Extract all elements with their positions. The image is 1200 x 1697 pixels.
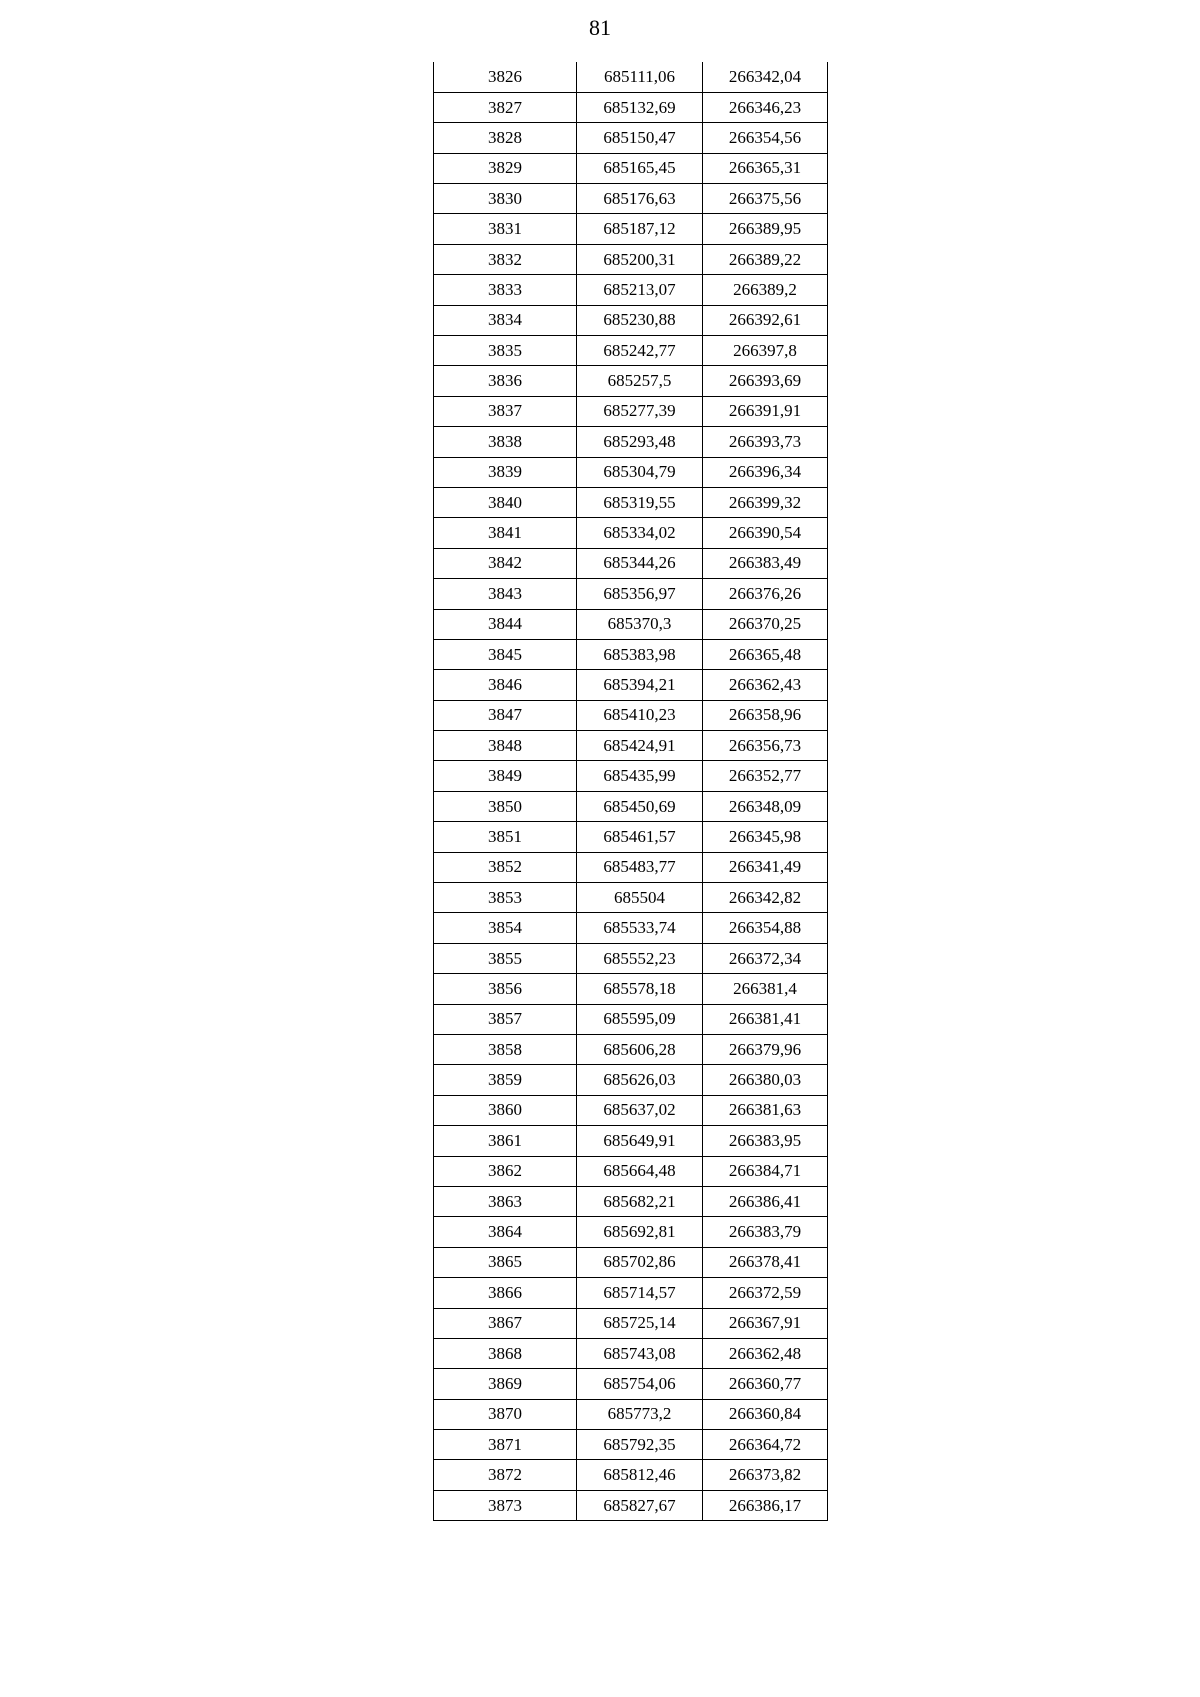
- y-coordinate-cell: 266391,91: [703, 396, 828, 426]
- y-coordinate-cell: 266360,77: [703, 1369, 828, 1399]
- table-row: [434, 700, 828, 730]
- x-coordinate-cell: 685257,5: [577, 366, 703, 396]
- point-number-cell: 3855: [434, 943, 577, 973]
- table-row: [434, 1430, 828, 1460]
- x-coordinate-cell: 685773,2: [577, 1399, 703, 1429]
- table-row: [434, 1369, 828, 1399]
- table-row: [434, 153, 828, 183]
- y-coordinate-cell: 266390,54: [703, 518, 828, 548]
- table-row: [434, 913, 828, 943]
- x-coordinate-cell: 685213,07: [577, 275, 703, 305]
- table-row: [434, 548, 828, 578]
- table-row: [434, 487, 828, 517]
- y-coordinate-cell: 266379,96: [703, 1035, 828, 1065]
- point-number-cell: 3840: [434, 487, 577, 517]
- x-coordinate-cell: 685637,02: [577, 1095, 703, 1125]
- table-row: [434, 731, 828, 761]
- point-number-cell: 3839: [434, 457, 577, 487]
- table-row: [434, 427, 828, 457]
- point-number-cell: 3866: [434, 1278, 577, 1308]
- y-coordinate-cell: 266383,95: [703, 1126, 828, 1156]
- point-number-cell: 3863: [434, 1186, 577, 1216]
- point-number-cell: 3832: [434, 244, 577, 274]
- y-coordinate-cell: 266378,41: [703, 1247, 828, 1277]
- point-number-cell: 3849: [434, 761, 577, 791]
- table-row: [434, 214, 828, 244]
- y-coordinate-cell: 266389,95: [703, 214, 828, 244]
- x-coordinate-cell: 685754,06: [577, 1369, 703, 1399]
- y-coordinate-cell: 266352,77: [703, 761, 828, 791]
- table-row: [434, 791, 828, 821]
- y-coordinate-cell: 266346,23: [703, 92, 828, 122]
- point-number-cell: 3845: [434, 639, 577, 669]
- y-coordinate-cell: 266386,17: [703, 1490, 828, 1520]
- x-coordinate-cell: 685450,69: [577, 791, 703, 821]
- y-coordinate-cell: 266376,26: [703, 579, 828, 609]
- point-number-cell: 3830: [434, 184, 577, 214]
- table-row: [434, 62, 828, 92]
- x-coordinate-cell: 685370,3: [577, 609, 703, 639]
- x-coordinate-cell: 685176,63: [577, 184, 703, 214]
- table-row: [434, 1065, 828, 1095]
- coordinates-table: [433, 62, 828, 1521]
- x-coordinate-cell: 685504: [577, 883, 703, 913]
- table-row: [434, 92, 828, 122]
- x-coordinate-cell: 685714,57: [577, 1278, 703, 1308]
- x-coordinate-cell: 685319,55: [577, 487, 703, 517]
- x-coordinate-cell: 685595,09: [577, 1004, 703, 1034]
- x-coordinate-cell: 685293,48: [577, 427, 703, 457]
- y-coordinate-cell: 266399,32: [703, 487, 828, 517]
- x-coordinate-cell: 685394,21: [577, 670, 703, 700]
- x-coordinate-cell: 685356,97: [577, 579, 703, 609]
- y-coordinate-cell: 266362,43: [703, 670, 828, 700]
- point-number-cell: 3838: [434, 427, 577, 457]
- table-row: [434, 1186, 828, 1216]
- y-coordinate-cell: 266365,48: [703, 639, 828, 669]
- table-row: [434, 761, 828, 791]
- y-coordinate-cell: 266364,72: [703, 1430, 828, 1460]
- x-coordinate-cell: 685702,86: [577, 1247, 703, 1277]
- table-row: [434, 822, 828, 852]
- y-coordinate-cell: 266370,25: [703, 609, 828, 639]
- y-coordinate-cell: 266362,48: [703, 1338, 828, 1368]
- point-number-cell: 3856: [434, 974, 577, 1004]
- table-row: [434, 123, 828, 153]
- point-number-cell: 3864: [434, 1217, 577, 1247]
- point-number-cell: 3835: [434, 336, 577, 366]
- x-coordinate-cell: 685187,12: [577, 214, 703, 244]
- y-coordinate-cell: 266381,63: [703, 1095, 828, 1125]
- point-number-cell: 3873: [434, 1490, 577, 1520]
- point-number-cell: 3860: [434, 1095, 577, 1125]
- x-coordinate-cell: 685150,47: [577, 123, 703, 153]
- x-coordinate-cell: 685692,81: [577, 1217, 703, 1247]
- point-number-cell: 3834: [434, 305, 577, 335]
- x-coordinate-cell: 685200,31: [577, 244, 703, 274]
- table-row: [434, 518, 828, 548]
- y-coordinate-cell: 266373,82: [703, 1460, 828, 1490]
- y-coordinate-cell: 266396,34: [703, 457, 828, 487]
- table-row: [434, 609, 828, 639]
- point-number-cell: 3826: [434, 62, 577, 92]
- point-number-cell: 3831: [434, 214, 577, 244]
- point-number-cell: 3846: [434, 670, 577, 700]
- table-row: [434, 396, 828, 426]
- point-number-cell: 3858: [434, 1035, 577, 1065]
- y-coordinate-cell: 266360,84: [703, 1399, 828, 1429]
- y-coordinate-cell: 266381,41: [703, 1004, 828, 1034]
- table-row: [434, 639, 828, 669]
- point-number-cell: 3833: [434, 275, 577, 305]
- table-row: [434, 943, 828, 973]
- x-coordinate-cell: 685649,91: [577, 1126, 703, 1156]
- table-row: [434, 974, 828, 1004]
- point-number-cell: 3871: [434, 1430, 577, 1460]
- y-coordinate-cell: 266372,59: [703, 1278, 828, 1308]
- point-number-cell: 3867: [434, 1308, 577, 1338]
- y-coordinate-cell: 266383,49: [703, 548, 828, 578]
- y-coordinate-cell: 266384,71: [703, 1156, 828, 1186]
- point-number-cell: 3847: [434, 700, 577, 730]
- x-coordinate-cell: 685626,03: [577, 1065, 703, 1095]
- y-coordinate-cell: 266354,88: [703, 913, 828, 943]
- table-row: [434, 1247, 828, 1277]
- point-number-cell: 3836: [434, 366, 577, 396]
- y-coordinate-cell: 266397,8: [703, 336, 828, 366]
- x-coordinate-cell: 685725,14: [577, 1308, 703, 1338]
- x-coordinate-cell: 685827,67: [577, 1490, 703, 1520]
- table-row: [434, 1460, 828, 1490]
- point-number-cell: 3853: [434, 883, 577, 913]
- y-coordinate-cell: 266372,34: [703, 943, 828, 973]
- point-number-cell: 3843: [434, 579, 577, 609]
- point-number-cell: 3859: [434, 1065, 577, 1095]
- point-number-cell: 3828: [434, 123, 577, 153]
- y-coordinate-cell: 266392,61: [703, 305, 828, 335]
- table-row: [434, 184, 828, 214]
- page-number: 81: [589, 15, 611, 40]
- table-row: [434, 670, 828, 700]
- x-coordinate-cell: 685461,57: [577, 822, 703, 852]
- y-coordinate-cell: 266354,56: [703, 123, 828, 153]
- x-coordinate-cell: 685111,06: [577, 62, 703, 92]
- y-coordinate-cell: 266386,41: [703, 1186, 828, 1216]
- point-number-cell: 3861: [434, 1126, 577, 1156]
- y-coordinate-cell: 266342,04: [703, 62, 828, 92]
- table-row: [434, 1004, 828, 1034]
- point-number-cell: 3865: [434, 1247, 577, 1277]
- x-coordinate-cell: 685682,21: [577, 1186, 703, 1216]
- y-coordinate-cell: 266342,82: [703, 883, 828, 913]
- y-coordinate-cell: 266365,31: [703, 153, 828, 183]
- coordinates-table-body: [434, 62, 828, 1521]
- y-coordinate-cell: 266381,4: [703, 974, 828, 1004]
- y-coordinate-cell: 266375,56: [703, 184, 828, 214]
- table-row: [434, 579, 828, 609]
- x-coordinate-cell: 685383,98: [577, 639, 703, 669]
- table-row: [434, 1308, 828, 1338]
- y-coordinate-cell: 266348,09: [703, 791, 828, 821]
- x-coordinate-cell: 685334,02: [577, 518, 703, 548]
- point-number-cell: 3848: [434, 731, 577, 761]
- point-number-cell: 3870: [434, 1399, 577, 1429]
- point-number-cell: 3851: [434, 822, 577, 852]
- table-row: [434, 1156, 828, 1186]
- table-row: [434, 275, 828, 305]
- x-coordinate-cell: 685304,79: [577, 457, 703, 487]
- y-coordinate-cell: 266356,73: [703, 731, 828, 761]
- y-coordinate-cell: 266367,91: [703, 1308, 828, 1338]
- x-coordinate-cell: 685743,08: [577, 1338, 703, 1368]
- point-number-cell: 3841: [434, 518, 577, 548]
- table-row: [434, 883, 828, 913]
- x-coordinate-cell: 685812,46: [577, 1460, 703, 1490]
- point-number-cell: 3827: [434, 92, 577, 122]
- point-number-cell: 3854: [434, 913, 577, 943]
- point-number-cell: 3872: [434, 1460, 577, 1490]
- y-coordinate-cell: 266341,49: [703, 852, 828, 882]
- table-row: [434, 1095, 828, 1125]
- point-number-cell: 3852: [434, 852, 577, 882]
- table-row: [434, 1278, 828, 1308]
- x-coordinate-cell: 685277,39: [577, 396, 703, 426]
- table-row: [434, 1217, 828, 1247]
- table-row: [434, 244, 828, 274]
- table-row: [434, 305, 828, 335]
- x-coordinate-cell: 685410,23: [577, 700, 703, 730]
- y-coordinate-cell: 266345,98: [703, 822, 828, 852]
- x-coordinate-cell: 685792,35: [577, 1430, 703, 1460]
- x-coordinate-cell: 685165,45: [577, 153, 703, 183]
- point-number-cell: 3837: [434, 396, 577, 426]
- point-number-cell: 3844: [434, 609, 577, 639]
- x-coordinate-cell: 685242,77: [577, 336, 703, 366]
- x-coordinate-cell: 685533,74: [577, 913, 703, 943]
- y-coordinate-cell: 266393,69: [703, 366, 828, 396]
- table-row: [434, 1035, 828, 1065]
- x-coordinate-cell: 685578,18: [577, 974, 703, 1004]
- table-row: [434, 852, 828, 882]
- point-number-cell: 3862: [434, 1156, 577, 1186]
- point-number-cell: 3869: [434, 1369, 577, 1399]
- x-coordinate-cell: 685344,26: [577, 548, 703, 578]
- y-coordinate-cell: 266393,73: [703, 427, 828, 457]
- table-row: [434, 1126, 828, 1156]
- y-coordinate-cell: 266358,96: [703, 700, 828, 730]
- table-row: [434, 457, 828, 487]
- y-coordinate-cell: 266383,79: [703, 1217, 828, 1247]
- point-number-cell: 3868: [434, 1338, 577, 1368]
- y-coordinate-cell: 266389,2: [703, 275, 828, 305]
- table-row: [434, 1338, 828, 1368]
- table-row: [434, 1490, 828, 1520]
- x-coordinate-cell: 685230,88: [577, 305, 703, 335]
- point-number-cell: 3829: [434, 153, 577, 183]
- table-row: [434, 336, 828, 366]
- x-coordinate-cell: 685424,91: [577, 731, 703, 761]
- y-coordinate-cell: 266389,22: [703, 244, 828, 274]
- point-number-cell: 3850: [434, 791, 577, 821]
- x-coordinate-cell: 685132,69: [577, 92, 703, 122]
- x-coordinate-cell: 685435,99: [577, 761, 703, 791]
- table-row: [434, 366, 828, 396]
- y-coordinate-cell: 266380,03: [703, 1065, 828, 1095]
- x-coordinate-cell: 685606,28: [577, 1035, 703, 1065]
- point-number-cell: 3857: [434, 1004, 577, 1034]
- table-row: [434, 1399, 828, 1429]
- x-coordinate-cell: 685552,23: [577, 943, 703, 973]
- x-coordinate-cell: 685664,48: [577, 1156, 703, 1186]
- x-coordinate-cell: 685483,77: [577, 852, 703, 882]
- point-number-cell: 3842: [434, 548, 577, 578]
